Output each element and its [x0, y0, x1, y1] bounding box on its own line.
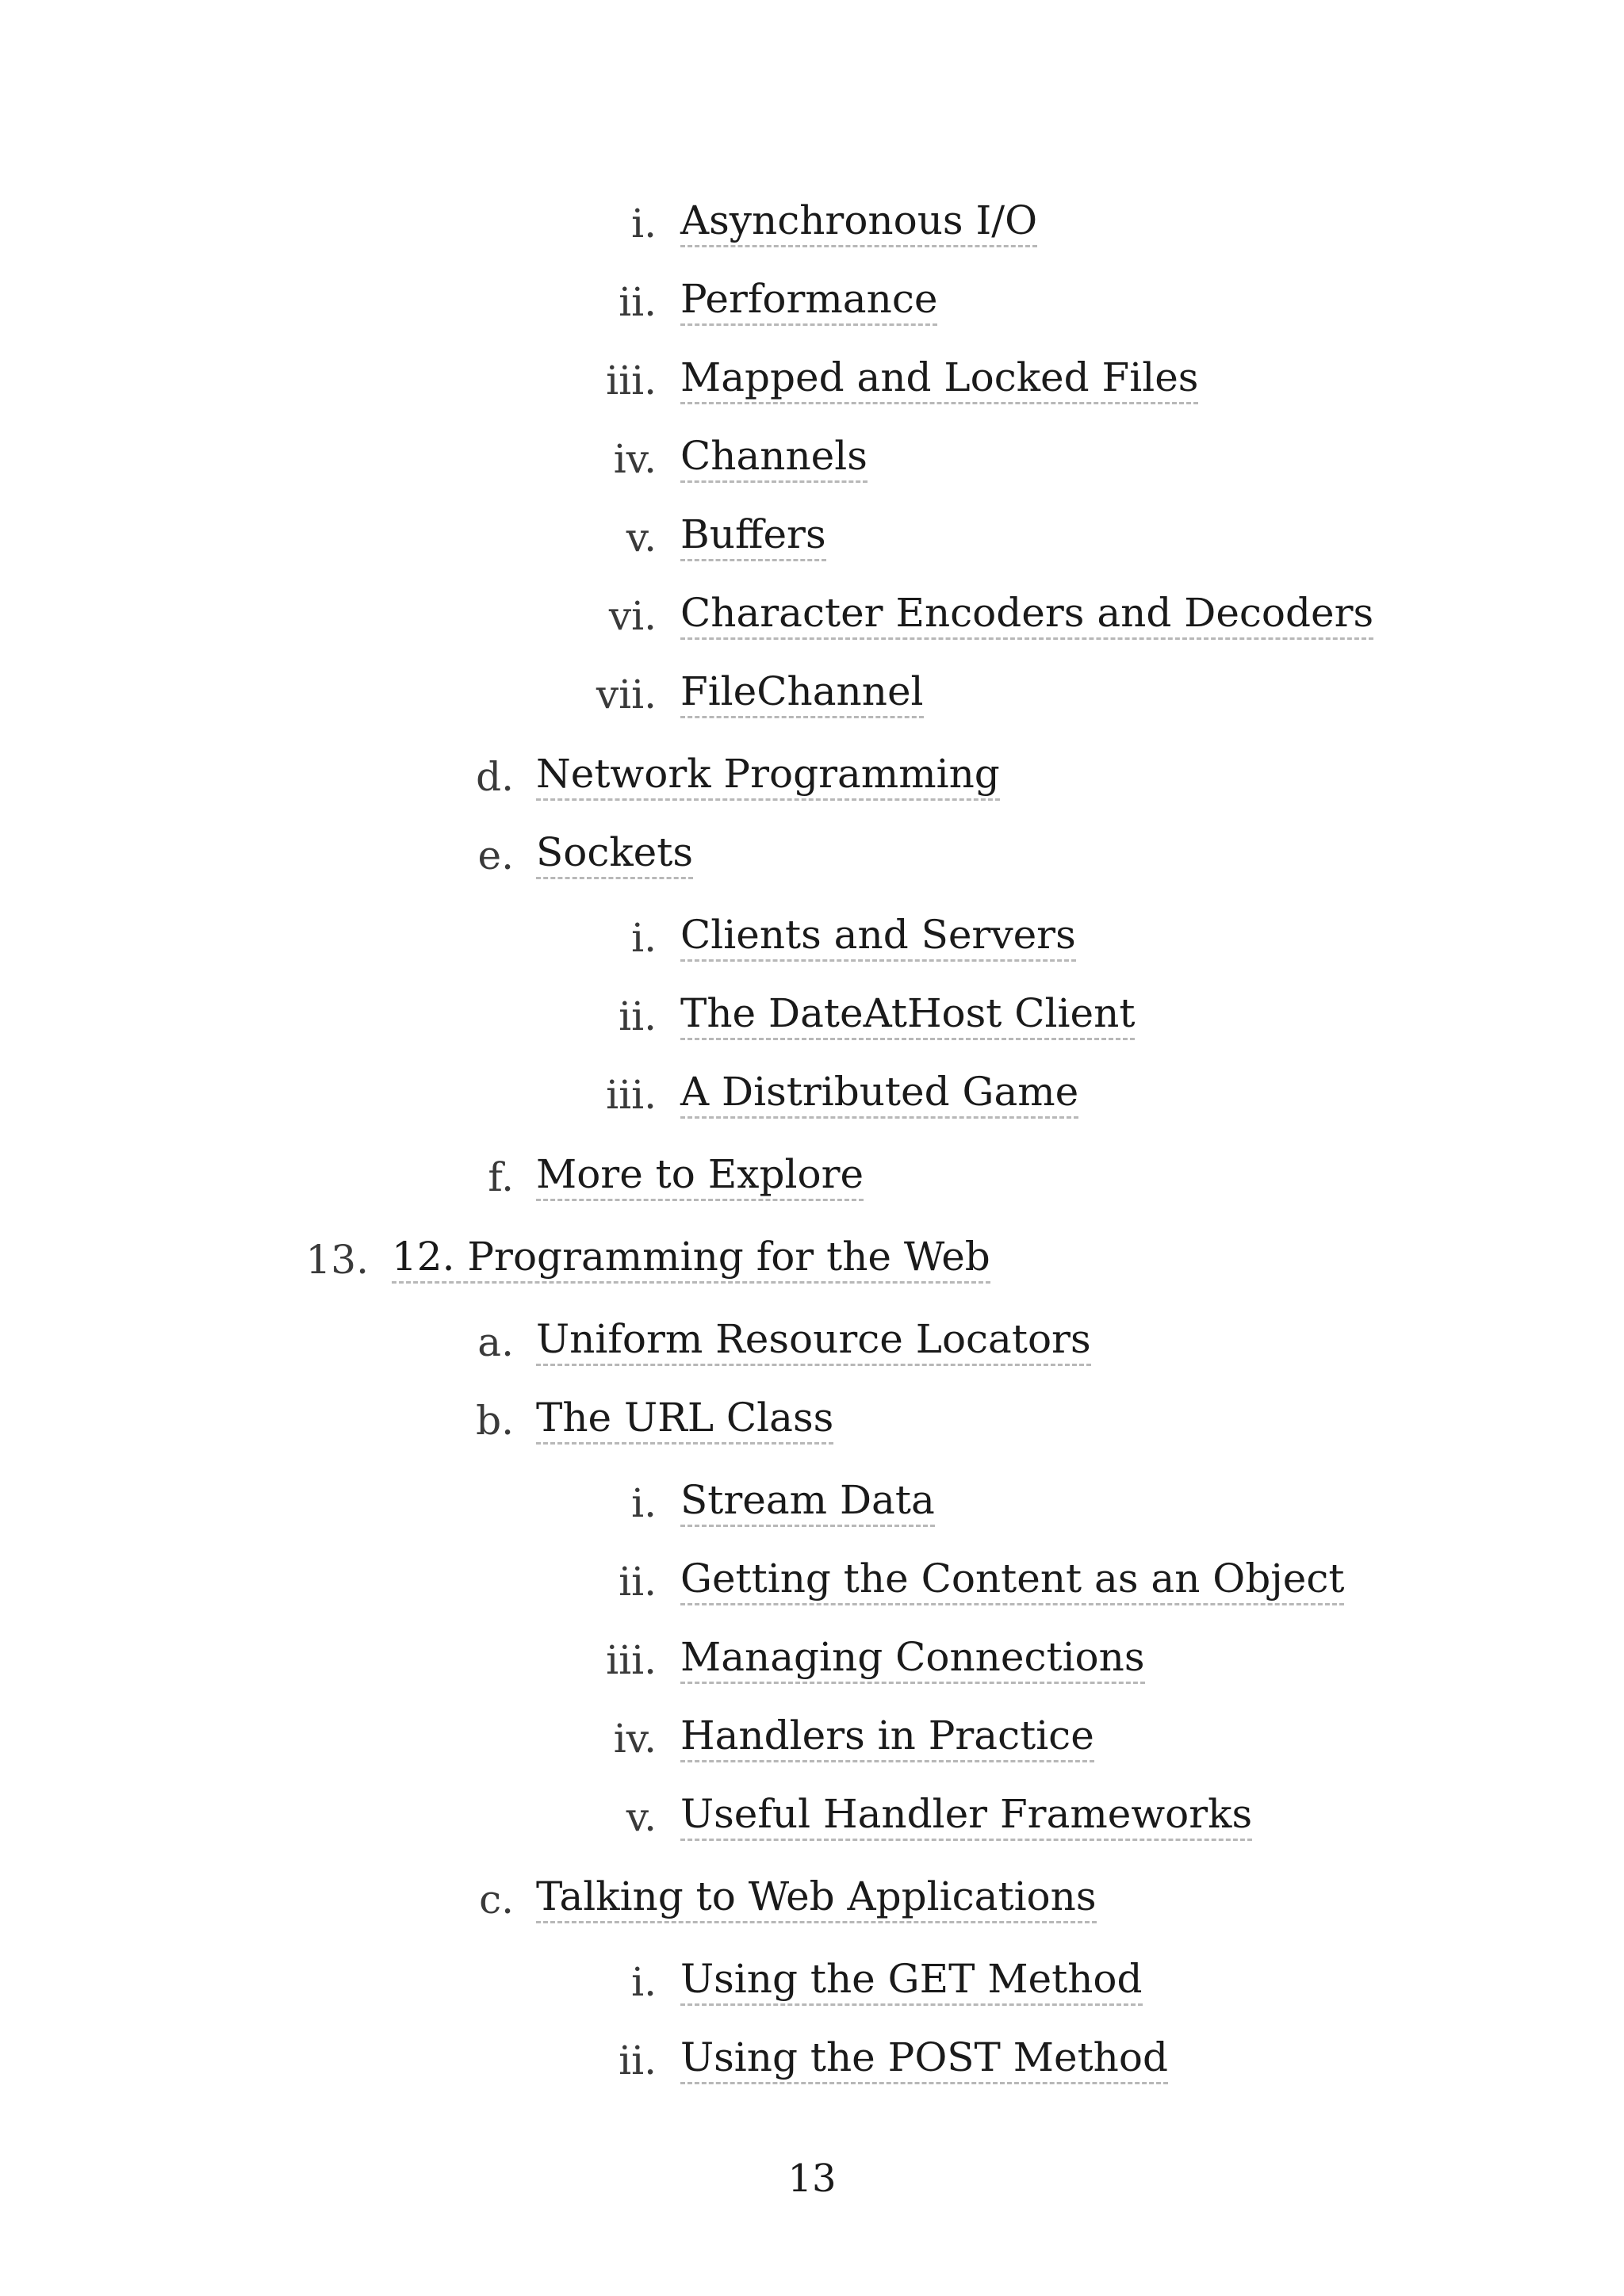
toc-link[interactable]: Asynchronous I/O: [680, 196, 1037, 247]
toc-link[interactable]: Using the GET Method: [680, 1954, 1143, 2006]
toc-marker: iii.: [606, 358, 657, 404]
toc-link[interactable]: Clients and Servers: [680, 910, 1076, 962]
toc-marker: ii.: [619, 1559, 657, 1605]
toc-marker: ii.: [619, 2038, 657, 2084]
toc-link[interactable]: The URL Class: [536, 1393, 833, 1445]
toc-link[interactable]: Stream Data: [680, 1475, 935, 1527]
toc-entry: [0, 989, 1624, 1044]
toc-link[interactable]: Using the POST Method: [680, 2033, 1168, 2084]
toc-entry: [0, 1711, 1624, 1766]
toc-link[interactable]: Network Programming: [536, 749, 1000, 801]
toc-marker: ii.: [619, 279, 657, 325]
toc-link[interactable]: Mapped and Locked Files: [680, 353, 1198, 404]
toc-link[interactable]: Managing Connections: [680, 1632, 1145, 1684]
toc-marker: v.: [626, 515, 657, 561]
toc-entry: [0, 196, 1624, 251]
toc-marker: i.: [631, 1959, 657, 2005]
toc-link[interactable]: Character Encoders and Decoders: [680, 588, 1373, 640]
toc-entry: [0, 910, 1624, 966]
toc-link[interactable]: Uniform Resource Locators: [536, 1314, 1091, 1366]
toc-entry: [0, 2033, 1624, 2088]
toc-entry: [0, 431, 1624, 487]
toc-marker: iii.: [606, 1072, 657, 1118]
toc-marker: e.: [477, 832, 514, 878]
toc-link[interactable]: Buffers: [680, 510, 826, 561]
toc-link[interactable]: Getting the Content as an Object: [680, 1554, 1344, 1605]
toc-marker: 13.: [305, 1237, 369, 1283]
toc-entry: [0, 353, 1624, 408]
toc-link[interactable]: The DateAtHost Client: [680, 989, 1135, 1040]
toc-marker: iv.: [613, 436, 657, 482]
toc-entry: [0, 1789, 1624, 1845]
toc-marker: ii.: [619, 993, 657, 1039]
toc-marker: b.: [476, 1398, 514, 1444]
toc-entry: [0, 667, 1624, 722]
toc-marker: i.: [631, 1480, 657, 1526]
toc-entry: [0, 1554, 1624, 1609]
toc-entry: [0, 1872, 1624, 1927]
toc-entry: [0, 1475, 1624, 1531]
toc-link[interactable]: More to Explore: [536, 1150, 864, 1201]
toc-link[interactable]: Talking to Web Applications: [536, 1872, 1097, 1923]
toc-entry: [0, 1314, 1624, 1370]
toc-link[interactable]: Performance: [680, 274, 937, 326]
toc-entry: [0, 828, 1624, 883]
toc-marker: vii.: [596, 672, 657, 718]
toc-entry: [0, 1393, 1624, 1448]
toc-entry: [0, 274, 1624, 330]
toc-link[interactable]: A Distributed Game: [680, 1067, 1078, 1119]
toc-link[interactable]: FileChannel: [680, 667, 924, 718]
toc-marker: v.: [626, 1794, 657, 1840]
toc-link[interactable]: Channels: [680, 431, 868, 483]
toc-entry: [0, 1232, 1624, 1288]
toc-link[interactable]: 12. Programming for the Web: [392, 1232, 990, 1284]
toc-entry: [0, 588, 1624, 644]
toc-marker: f.: [488, 1154, 514, 1200]
toc-entry: [0, 510, 1624, 565]
toc-marker: a.: [477, 1319, 514, 1365]
toc-marker: d.: [476, 754, 514, 800]
toc-marker: iii.: [606, 1637, 657, 1683]
toc-entry: [0, 749, 1624, 805]
toc-entry: [0, 1067, 1624, 1123]
toc-marker: vi.: [608, 593, 657, 639]
toc-entry: [0, 1150, 1624, 1205]
toc-marker: i.: [631, 201, 657, 247]
toc-link[interactable]: Useful Handler Frameworks: [680, 1789, 1252, 1841]
toc-marker: iv.: [613, 1716, 657, 1762]
toc-link[interactable]: Sockets: [536, 828, 693, 879]
page-number: 13: [787, 2156, 837, 2201]
toc-link[interactable]: Handlers in Practice: [680, 1711, 1094, 1762]
toc-entry: [0, 1632, 1624, 1688]
toc-marker: c.: [479, 1877, 514, 1923]
toc-entry: [0, 1954, 1624, 2010]
toc-marker: i.: [631, 915, 657, 961]
